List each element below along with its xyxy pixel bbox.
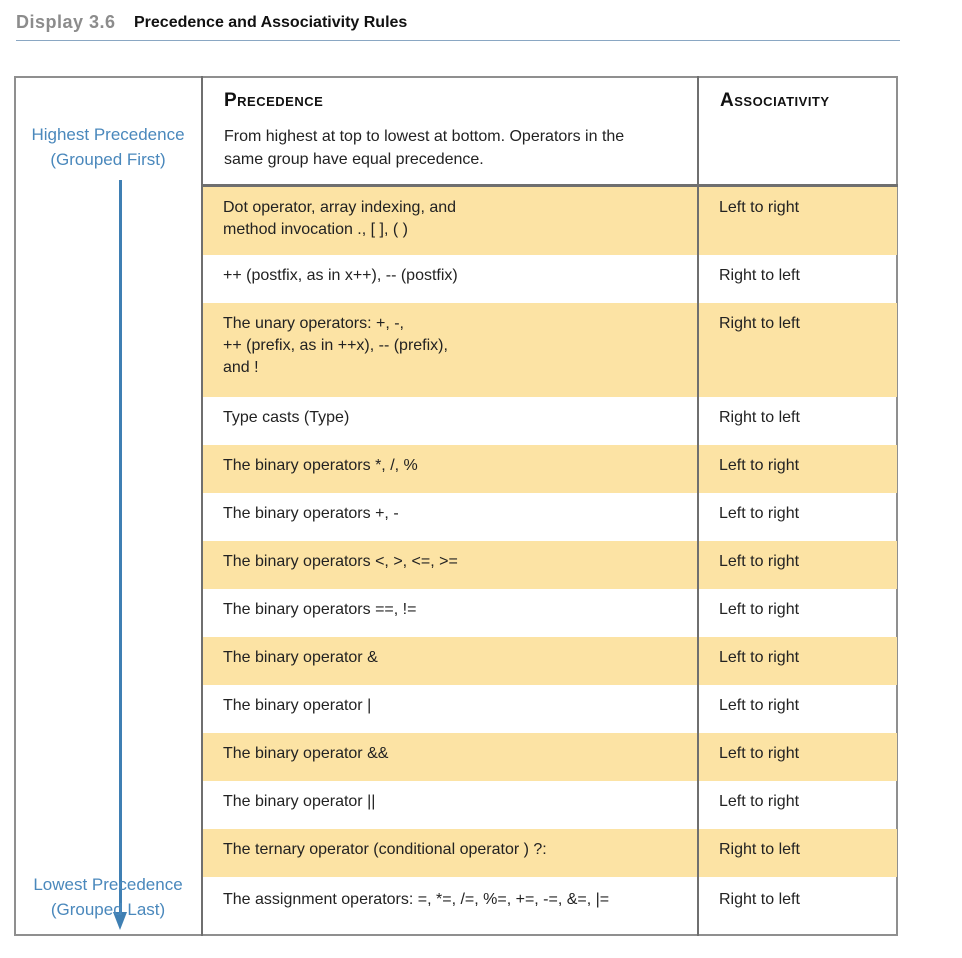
highest-precedence-line2: (Grouped First) — [50, 150, 166, 169]
associativity-cell: Left to right — [719, 793, 800, 810]
row-column-divider — [697, 541, 699, 589]
associativity-cell: Left to right — [719, 649, 800, 666]
precedence-note — [224, 125, 684, 171]
down-arrow-shaft — [119, 180, 122, 916]
precedence-cell-line1: ++ (postfix, as in x++), -- (postfix) — [223, 267, 458, 284]
row-column-divider — [697, 877, 699, 925]
table-body — [203, 187, 897, 925]
precedence-cell — [223, 743, 693, 765]
associativity-cell: Right to left — [719, 891, 800, 908]
table-row — [203, 303, 897, 397]
precedence-column-header: Precedence — [224, 90, 324, 111]
precedence-note-line1: From highest at top to lowest at bottom. Operators in the — [224, 128, 625, 145]
row-column-divider — [697, 445, 699, 493]
table-row — [203, 397, 897, 445]
table-row — [203, 493, 897, 541]
lowest-precedence-label — [14, 872, 202, 922]
precedence-cell-line1: The assignment operators: =, *=, /=, %=, +=, -=, &=, |= — [223, 891, 610, 908]
associativity-cell: Right to left — [719, 841, 800, 858]
precedence-cell-line1: Dot operator, array indexing, and — [223, 199, 457, 216]
precedence-cell-line1: The binary operators *, /, % — [223, 457, 418, 474]
display-title-bar — [16, 10, 900, 41]
associativity-cell: Right to left — [719, 267, 800, 284]
row-column-divider — [697, 829, 699, 877]
associativity-cell: Left to right — [719, 505, 800, 522]
table-row — [203, 445, 897, 493]
precedence-cell — [223, 313, 693, 379]
associativity-cell: Left to right — [719, 745, 800, 762]
row-column-divider — [697, 589, 699, 637]
associativity-cell: Left to right — [719, 553, 800, 570]
precedence-cell — [223, 265, 693, 287]
table-row — [203, 589, 897, 637]
associativity-cell: Left to right — [719, 601, 800, 618]
precedence-cell — [223, 647, 693, 669]
row-column-divider — [697, 397, 699, 445]
precedence-cell-line1: The binary operator || — [223, 793, 376, 810]
precedence-direction-column — [14, 76, 202, 936]
display-number: Display 3.6 — [16, 12, 116, 32]
display-title: Precedence and Associativity Rules — [134, 14, 408, 31]
table-row — [203, 877, 897, 925]
precedence-note-line2: same group have equal precedence. — [224, 151, 484, 168]
row-column-divider — [697, 781, 699, 829]
precedence-cell-line1: The unary operators: +, -, — [223, 315, 404, 332]
associativity-cell: Left to right — [719, 457, 800, 474]
precedence-cell-line1: The binary operators <, >, <=, >= — [223, 553, 458, 570]
associativity-cell: Right to left — [719, 315, 800, 332]
table-row — [203, 541, 897, 589]
precedence-cell — [223, 503, 693, 525]
precedence-cell-line1: The binary operator & — [223, 649, 378, 666]
precedence-cell-line1: The binary operator | — [223, 697, 372, 714]
precedence-cell-line1: Type casts (Type) — [223, 409, 350, 426]
table-row — [203, 187, 897, 255]
highest-precedence-label — [14, 122, 202, 172]
precedence-cell-line2: ++ (prefix, as in ++x), -- (prefix), — [223, 337, 448, 354]
precedence-cell-line1: The ternary operator (conditional operator ) ?: — [223, 841, 547, 858]
precedence-cell — [223, 197, 693, 241]
precedence-cell — [223, 599, 693, 621]
precedence-cell — [223, 839, 693, 861]
table-row — [203, 829, 897, 877]
precedence-cell-line1: The binary operators +, - — [223, 505, 399, 522]
precedence-cell-line2: method invocation ., [ ], ( ) — [223, 221, 408, 238]
associativity-cell: Left to right — [719, 697, 800, 714]
row-column-divider — [697, 685, 699, 733]
precedence-cell-line3: and ! — [223, 359, 259, 376]
table-row — [203, 781, 897, 829]
table-row — [203, 685, 897, 733]
row-column-divider — [697, 733, 699, 781]
precedence-cell — [223, 455, 693, 477]
precedence-cell — [223, 889, 693, 911]
precedence-cell — [223, 695, 693, 717]
lowest-precedence-line1: Lowest Precedence — [33, 875, 183, 894]
precedence-cell — [223, 551, 693, 573]
precedence-cell-line1: The binary operator && — [223, 745, 389, 762]
lowest-precedence-line2: (Grouped Last) — [50, 900, 166, 919]
table-row — [203, 733, 897, 781]
highest-precedence-line1: Highest Precedence — [31, 125, 185, 144]
precedence-cell — [223, 407, 693, 429]
row-column-divider — [697, 303, 699, 397]
precedence-cell — [223, 791, 693, 813]
associativity-column-header: Associativity — [720, 90, 830, 111]
table-row — [203, 637, 897, 685]
row-column-divider — [697, 493, 699, 541]
row-column-divider — [697, 255, 699, 303]
associativity-cell: Left to right — [719, 199, 800, 216]
associativity-cell: Right to left — [719, 409, 800, 426]
table-row — [203, 255, 897, 303]
row-column-divider — [697, 187, 699, 255]
row-column-divider — [697, 637, 699, 685]
precedence-cell-line1: The binary operators ==, != — [223, 601, 417, 618]
